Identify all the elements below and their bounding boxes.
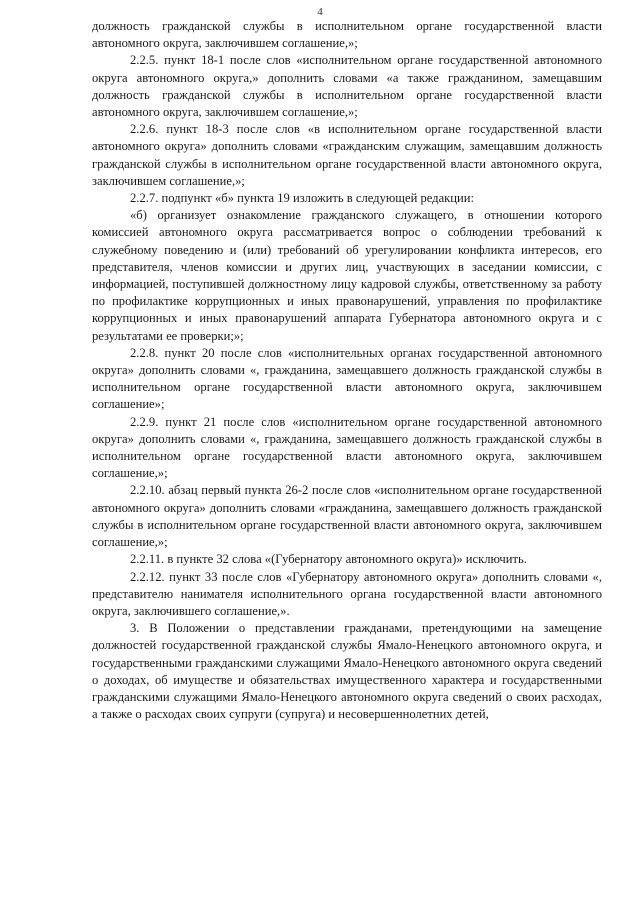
paragraph-2-2-12: 2.2.12. пункт 33 после слов «Губернатору автономного округа» дополнить словами «, представителю нанимателя исполнительного органа государственной власти автономного округа, заключившего соглашение,». bbox=[92, 569, 602, 618]
page-number: 4 bbox=[317, 6, 323, 18]
paragraph-2-2-10: 2.2.10. абзац первый пункта 26-2 после слов «исполнительном органе государственной автономного округа» дополнить словами «гражданина, замещавшего должность гражданской службы в исполнительном органе государственной власти автономного округа, заключившем соглашение,»; bbox=[92, 483, 602, 550]
paragraph-3: 3. В Положении о представлении гражданами, претендующими на замещение должностей государственной гражданской службы Ямало-Ненецкого автономного округа, и государственными гражданскими служащими Ямало-Ненецкого автономного округа сведений о доходах, об имуществе и обязательствах имущественного характера и государственными гражданскими служащими Ямало-Ненецкого автономного округа сведений о своих расходах, а также о расходах своих супруги (супруга) и несовершеннолетних детей, bbox=[92, 621, 602, 722]
paragraph-subitem-b: «б) организует ознакомление гражданского служащего, в отношении которого комиссией автономного округа рассматривается вопрос о соблюдении требований к служебному поведению и (или) требований об урегулировании конфликта интересов, его представителя, членов комиссии и других лиц, участвующих в заседании комиссии, с информацией, поступившей должностному лицу кадровой службы, ответственному за работу по профилактике коррупционных и иных правонарушений, управления по профилактике коррупционных и иных правонарушений аппарата Губернатора автономного округа и с результатами ее проверки;»; bbox=[92, 208, 602, 343]
paragraph-2-2-7: 2.2.7. подпункт «б» пункта 19 изложить в следующей редакции: bbox=[130, 191, 475, 206]
paragraph-2-2-5: 2.2.5. пункт 18-1 после слов «исполнительном органе государственной автономного округа автономного округа,» дополнить словами «а также гражданином, замещавшим должность гражданской службы в исполнительном органе государственной власти автономного округа, заключившем соглашение,»; bbox=[92, 53, 602, 120]
paragraph-2-2-11: 2.2.11. в пункте 32 слова «(Губернатору автономного округа)» исключить. bbox=[130, 552, 527, 567]
paragraph-2-2-8: 2.2.8. пункт 20 после слов «исполнительных органах государственной автономного округа» дополнить словами «, гражданина, замещавшего должность гражданской службы в исполнительном органе государственной власти автономного округа, заключившем соглашение»; bbox=[92, 345, 602, 412]
document-body bbox=[92, 18, 602, 723]
paragraph-continuation: должность гражданской службы в исполнительном органе государственной власти автономного округа, заключившем соглашение,»; bbox=[92, 19, 602, 51]
paragraph-2-2-9: 2.2.9. пункт 21 после слов «исполнительном органе государственной автономного округа» дополнить словами «, гражданина, замещавшего должность гражданской службы в исполнительном органе государственной власти автономного округа, заключившем соглашение,»; bbox=[92, 414, 602, 481]
paragraph-2-2-6: 2.2.6. пункт 18-3 после слов «в исполнительном органе государственной власти автономного округа» дополнить словами «гражданским служащим, замещавшим должность гражданской службы в исполнительном органе государственной власти автономного округа, заключившем соглашение,»; bbox=[92, 122, 602, 188]
